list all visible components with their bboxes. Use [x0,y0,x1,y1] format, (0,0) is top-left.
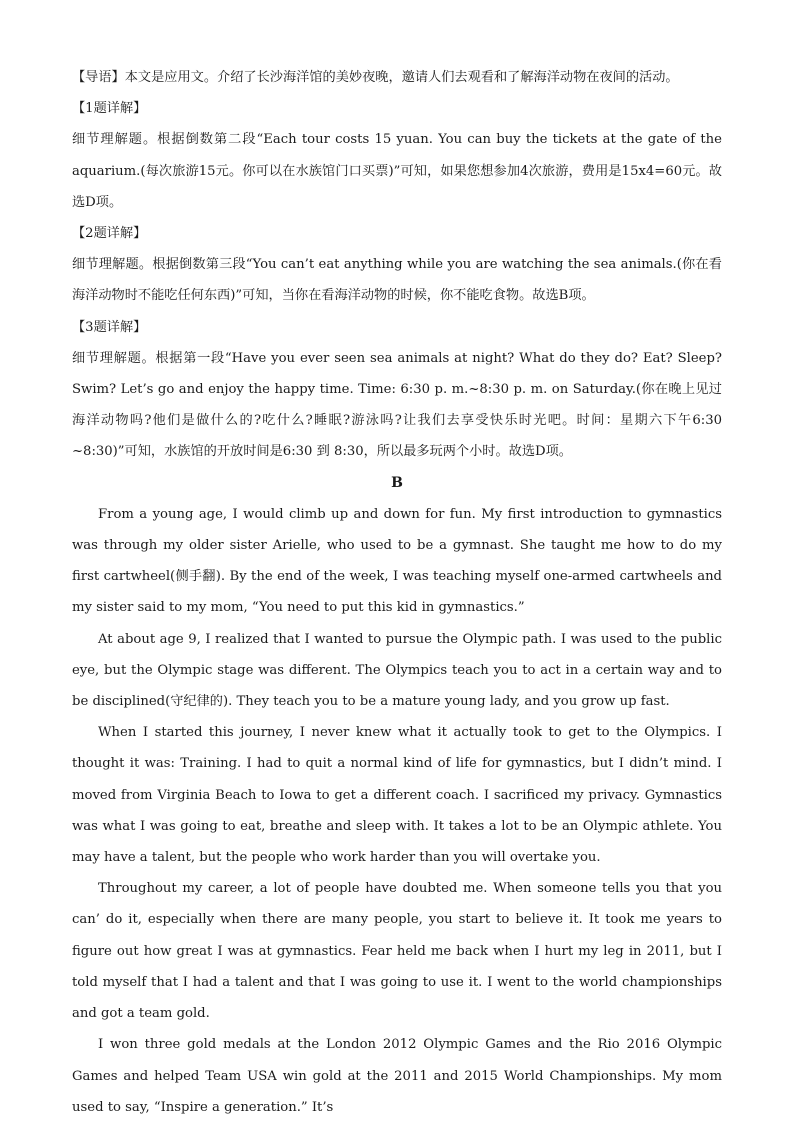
q2-explanation: 细节理解题。根据倒数第三段“You can’t eat anything while you are watching the sea animals.(你在看海洋动物时不能吃任何东西)”可知，当你在看海洋动物的时候，你不能吃食物。故选B项。 [72,257,722,304]
passage-paragraph-1: From a young age, I would climb up and down for fun. My first introduction to gymnastics was through my older sister Arielle, who used to be a gymnast. She taught me how to do my first cartwheel(侧手翻). By the end of the week, I was teaching myself one-armed cartwheels and my sister said to my mom, “You need to put this kid in gymnastics.” [72,506,722,616]
q2-heading: 【2题详解】 [72,226,147,242]
passage-paragraph-5: I won three gold medals at the London 2012 Olympic Games and the Rio 2016 Olympic Games and helped Team USA win gold at the 2011 and 2015 World Championships. My mom used to say, “Inspire a generation.” It’s [72,1037,722,1115]
q3-heading: 【3题详解】 [72,319,147,335]
passage-paragraph-3: When I started this journey, I never knew what it actually took to get to the Olympics. I thought it was: Training. I had to quit a normal kind of life for gymnastics, but I didn’t mind. I moved from Virginia Beach to Iowa to get a different coach. I sacrificed my privacy. Gymnastics was what I was going to eat, breathe and sleep with. It takes a lot to be an Olympic athlete. You may have a talent, but the people who work harder than you will overtake you. [72,725,722,866]
document-page [72,62,722,1123]
passage-paragraph-2: At about age 9, I realized that I wanted to pursue the Olympic path. I was used to the public eye, but the Olympic stage was different. The Olympics teach you to act in a certain way and to be disciplined(守纪律的). They teach you to be a mature young lady, and you grow up fast. [72,631,722,710]
section-b-title: B [391,474,403,491]
passage-paragraph-4: Throughout my career, a lot of people have doubted me. When someone tells you that you can’ do it, especially when there are many people, you start to believe it. It took me years to figure out how great I was at gymnastics. Fear held me back when I hurt my leg in 2011, but I told myself that I had a talent and that I was going to use it. I went to the world championships and got a team gold. [72,881,722,1022]
q1-heading: 【1题详解】 [72,101,147,117]
q1-explanation: 细节理解题。根据倒数第二段“Each tour costs 15 yuan. You can buy the tickets at the gate of the aquarium.(每次旅游15元。你可以在水族馆门口买票)”可知，如果您想参加4次旅游，费用是15x4=60元。故选D项。 [72,132,722,210]
intro-text: 【导语】本文是应用文。介绍了长沙海洋馆的美妙夜晚，邀请人们去观看和了解海洋动物在夜间的活动。 [72,70,679,85]
q3-explanation: 细节理解题。根据第一段“Have you ever seen sea animals at night? What do they do? Eat? Sleep? Swim? Let’s go and enjoy the happy time. Time: 6:30 p. m.~8:30 p. m. on Saturday.(你在晚上见过海洋动物吗?他们是做什么的?吃什么?睡眠?游泳吗?让我们去享受快乐时光吧。时间：星期六下午6:30 ~8:30)”可知，水族馆的开放时间是6:30 到 8:30，所以最多玩两个小时。故选D项。 [72,350,722,460]
